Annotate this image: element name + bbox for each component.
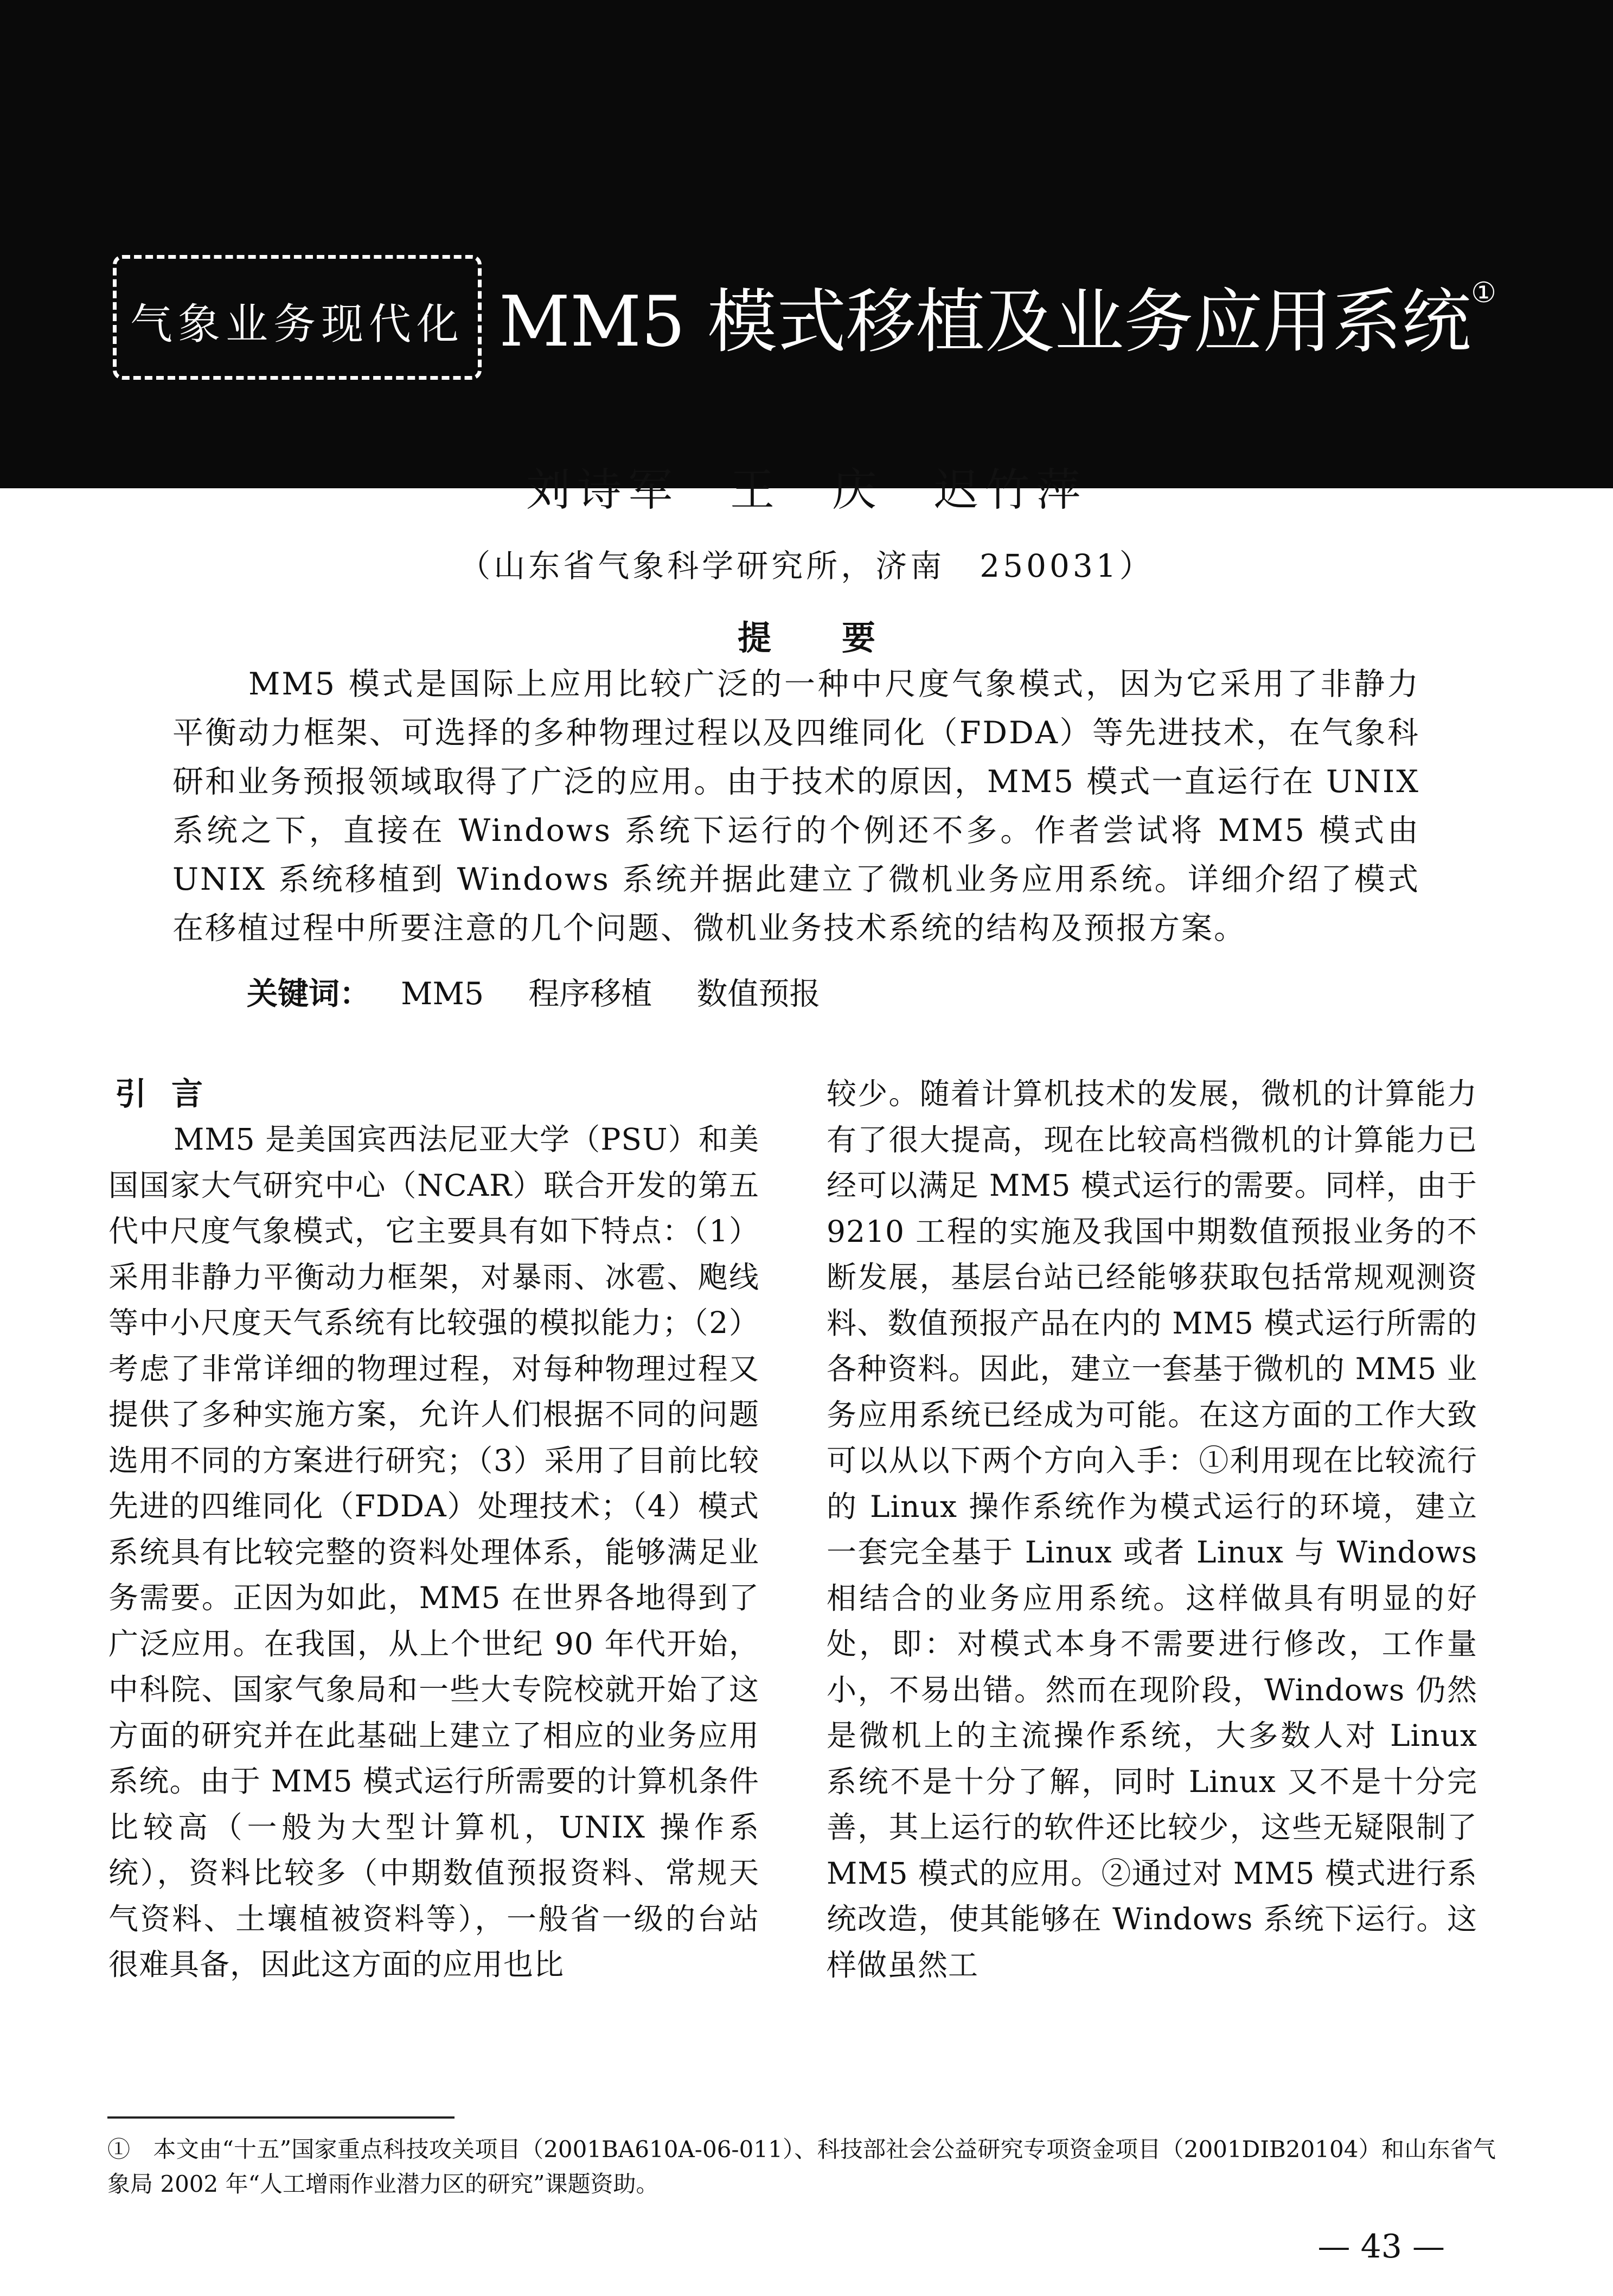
footnote-rule: [107, 2116, 455, 2119]
footnote: ① 本文由“十五”国家重点科技攻关项目（2001BA610A-06-011）、科技部社会公益研究专项资金项目（2001DIB20104）和山东省气象局 2002 年“人工增雨作业潜力区的研究”课题资助。: [107, 2136, 1496, 2197]
authors: 刘诗军 王 庆 迟竹萍: [526, 464, 1087, 516]
title-footnote-mark[interactable]: ①: [1471, 277, 1496, 309]
abstract-body: MM5 模式是国际上应用比较广泛的一种中尺度气象模式，因为它采用了非静力平衡动力框架、可选择的多种物理过程以及四维同化（FDDA）等先进技术，在气象科研和业务预报领域取得了广泛的应用。由于技术的原因，MM5 模式一直运行在 UNIX 系统之下，直接在 Windows 系统下运行的个例还不多。作者尝试将 MM5 模式由 UNIX 系统移植到 Windows 系统并据此建立了微机业务应用系统。详细介绍了模式在移植过程中所要注意的几个问题、微机业务技术系统的结构及预报方案。: [172, 666, 1420, 946]
keyword-item: MM5: [401, 976, 484, 1012]
header-band: [0, 0, 1613, 488]
keywords: [247, 969, 855, 1013]
keyword-item: 数值预报: [696, 976, 821, 1012]
body-column-left: [108, 1071, 759, 1988]
paper-title: [499, 266, 1529, 366]
abstract-heading: 提要: [737, 618, 946, 658]
section-heading-introduction: 引言: [115, 1075, 228, 1112]
body-paragraph-right: 较少。随着计算机技术的发展，微机的计算能力有了很大提高，现在比较高档微机的计算能力已经可以满足 MM5 模式运行的需要。同样，由于 9210 工程的实施及我国中期数值预报业务的不断发展，基层台站已经能够获取包括常规观测资料、数值预报产品在内的 MM5 模式运行所需的各种资料。因此，建立一套基于微机的 MM5 业务应用系统已经成为可能。在这方面的工作大致可以从以下两个方向入手：①利用现在比较流行的 Linux 操作系统作为模式运行的环境，建立一套完全基于 Linux 或者 Linux 与 Windows 相结合的业务应用系统。这样做具有明显的好处，即：对模式本身不需要进行修改，工作量小，不易出错。然而在现阶段，Windows 仍然是微机上的主流操作系统，大多数人对 Linux 系统不是十分了解，同时 Linux 又不是十分完善，其上运行的软件还比较少，这些无疑限制了 MM5 模式的应用。②通过对 MM5 模式进行系统改造，使其能够在 Windows 系统下运行。这样做虽然工: [827, 1076, 1477, 1982]
body-paragraph-left: MM5 是美国宾西法尼亚大学（PSU）和美国国家大气研究中心（NCAR）联合开发的第五代中尺度气象模式，它主要具有如下特点：（1）采用非静力平衡动力框架，对暴雨、冰雹、飑线等中小尺度天气系统有比较强的模拟能力；（2）考虑了非常详细的物理过程，对每种物理过程又提供了多种实施方案，允许人们根据不同的问题选用不同的方案进行研究；（3）采用了目前比较先进的四维同化（FDDA）处理技术；（4）模式系统具有比较完整的资料处理体系，能够满足业务需要。正因为如此，MM5 在世界各地得到了广泛应用。在我国，从上个世纪 90 年代开始，中科院、国家气象局和一些大专院校就开始了这方面的研究并在此基础上建立了相应的业务应用系统。由于 MM5 模式运行所需要的计算机条件比较高（一般为大型计算机，UNIX 操作系统），资料比较多（中期数值预报资料、常规天气资料、土壤植被资料等），一般省一级的台站很难具备，因此这方面的应用也比: [108, 1122, 759, 1982]
column-tag-label: 气象业务现代化: [130, 300, 464, 349]
body-column-right: [827, 1071, 1477, 1988]
paper-title-text: MM5 模式移植及业务应用系统: [499, 282, 1471, 362]
page-number: — 43 —: [1317, 2228, 1445, 2266]
keyword-item: 程序移植: [528, 976, 652, 1012]
keywords-label: 关键词：: [247, 976, 370, 1012]
column-tag: [113, 255, 482, 380]
affiliation: （山东省气象科学研究所，济南 250031）: [459, 547, 1154, 584]
